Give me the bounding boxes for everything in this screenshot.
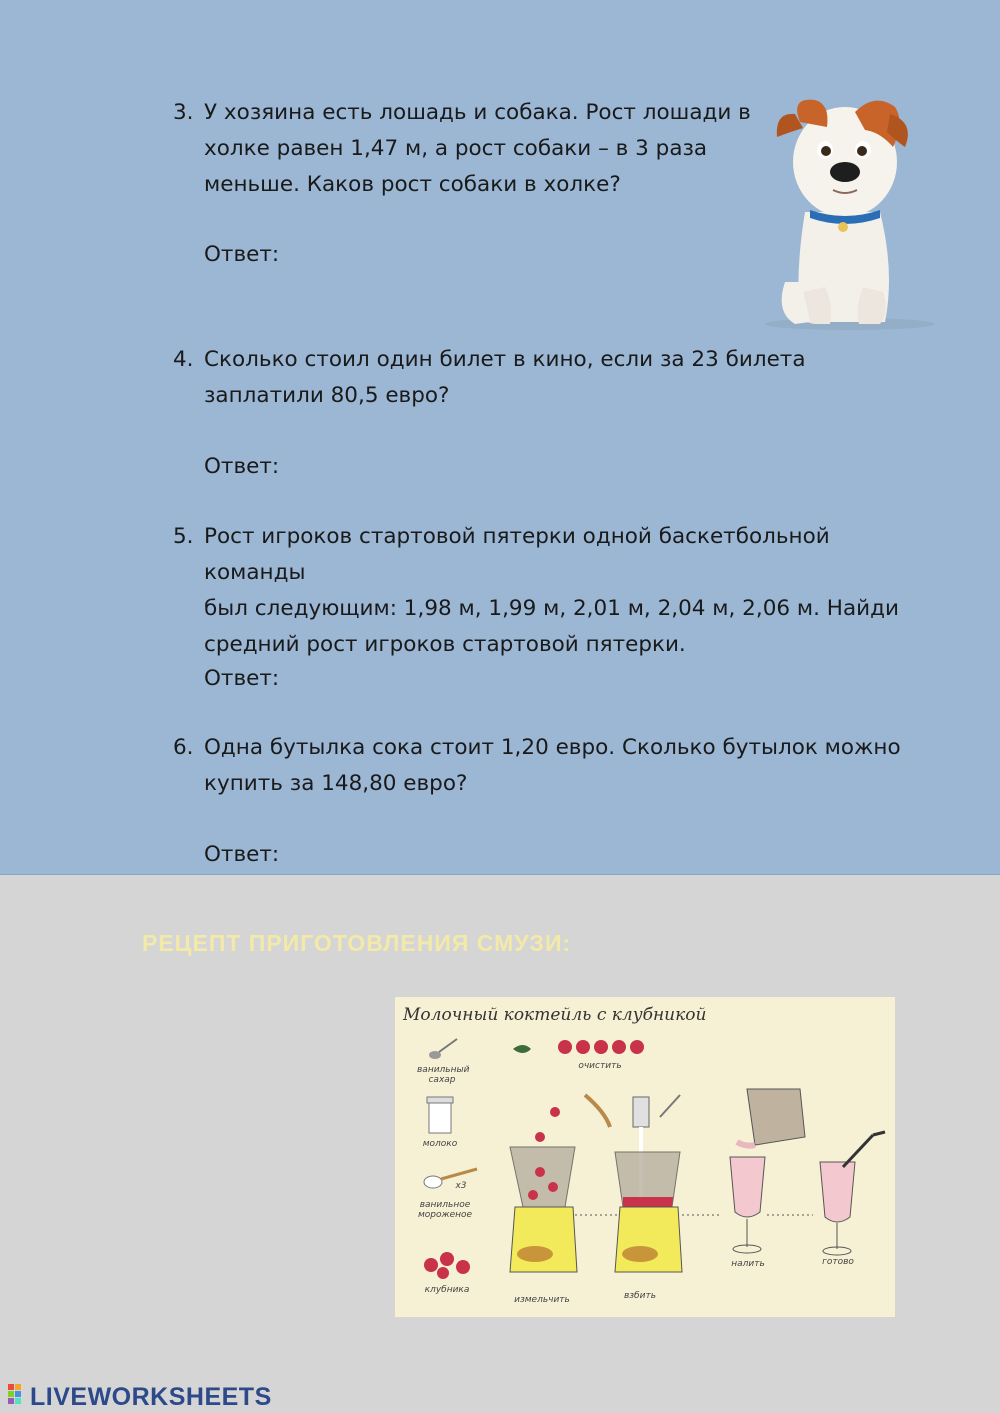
label-vanilla-sugar: ванильный сахар: [417, 1065, 470, 1085]
label-ice-cream: ванильное мороженое: [417, 1200, 473, 1220]
label-strawberry: клубника: [424, 1285, 470, 1295]
blender-icon-1: [510, 1147, 577, 1272]
dog-illustration: [755, 92, 935, 332]
recipe-illustration: [395, 997, 895, 1317]
strawberry-pile-icon: [424, 1252, 470, 1279]
milk-jar-icon: [427, 1097, 453, 1133]
recipe-card-title: Молочный коктейль с клубникой: [403, 1005, 707, 1025]
label-done: готово: [822, 1257, 854, 1267]
question-number: 3.: [173, 100, 194, 125]
question-number: 6.: [173, 735, 194, 760]
question-number: 5.: [173, 524, 194, 549]
blender-icon-2: [615, 1097, 682, 1272]
recipe-card: [395, 997, 895, 1317]
label-milk: молоко: [422, 1139, 458, 1149]
answer-label-3: Ответ:: [204, 242, 280, 267]
mint-leaf-icon: [513, 1045, 531, 1053]
recipe-title: РЕЦЕПТ ПРИГОТОВЛЕНИЯ СМУЗИ:: [142, 930, 572, 956]
answer-label-4: Ответ:: [204, 454, 280, 479]
question-line: холке равен 1,47 м, а рост собаки – в 3 раза: [204, 136, 708, 161]
question-number: 4.: [173, 347, 194, 372]
question-line: средний рост игроков стартовой пятерки.: [204, 632, 686, 657]
question-line: меньше. Каков рост собаки в холке?: [204, 172, 621, 197]
label-peel: очистить: [578, 1061, 622, 1071]
question-4: [173, 342, 933, 414]
answer-label-6: Ответ:: [204, 842, 280, 867]
answer-label-5: Ответ:: [204, 666, 280, 691]
question-line: купить за 148,80 евро?: [204, 771, 468, 796]
liveworksheets-logo: [8, 1382, 272, 1412]
question-line: У хозяина есть лошадь и собака. Рост лошади в: [204, 100, 751, 125]
question-5: [173, 519, 933, 663]
logo-icon: [8, 1384, 30, 1410]
label-pour: налить: [731, 1259, 765, 1269]
question-6: [173, 730, 933, 802]
label-whip: взбить: [623, 1291, 657, 1301]
spoon-icon: [429, 1039, 457, 1059]
jug-icon: [737, 1089, 805, 1146]
glass-icon-2: [820, 1132, 885, 1255]
question-line: заплатили 80,5 евро?: [204, 383, 450, 408]
strawberries-row: [558, 1040, 644, 1054]
question-line: Рост игроков стартовой пятерки одной баскетбольной команды: [204, 524, 830, 585]
glass-icon-1: [730, 1157, 765, 1253]
question-line: Одна бутылка сока стоит 1,20 евро. Сколько бутылок можно: [204, 735, 901, 760]
label-times-three: x3: [455, 1181, 467, 1191]
label-grind: измельчить: [514, 1295, 570, 1305]
question-line: Сколько стоил один билет в кино, если за 23 билета: [204, 347, 806, 372]
logo-text: LIVEWORKSHEETS: [30, 1382, 272, 1411]
question-line: был следующим: 1,98 м, 1,99 м, 2,01 м, 2,04 м, 2,06 м. Найди: [204, 596, 899, 621]
